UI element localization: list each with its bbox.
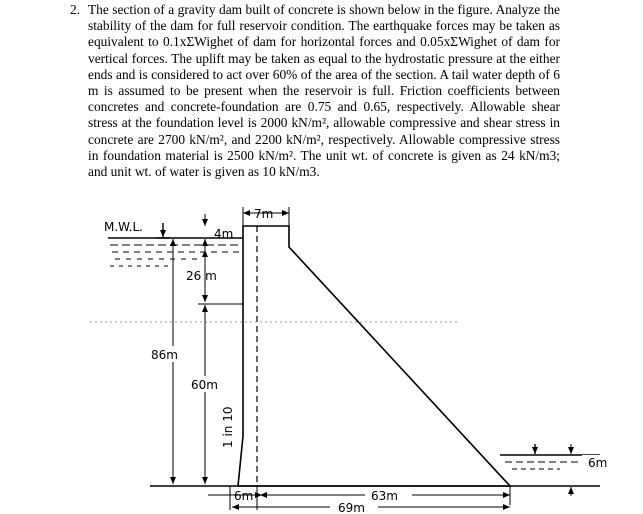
- depth-86-label: 86m: [151, 348, 178, 362]
- freeboard-label: 4m: [214, 227, 234, 241]
- dam-body-outline: [238, 226, 510, 486]
- depth-26-label: 26 m: [186, 269, 217, 283]
- slope-label: 1 in 10: [221, 406, 235, 448]
- problem-text: The section of a gravity dam built of concrete is shown below in the figure. Analyze the stability of the dam for full reservoir condition. The earthquake forces may be taken as equivalent to 0.1xΣWighet of dam for horizontal forces and 0.05xΣWighet of dam for vertical forces. The uplift may be taken as equal to the hydrostatic pressure at the either ends and is considered to act over 60% of the area of the section. A tail water depth of 6 m is assumed to be present when the reservoir is full. Friction coefficients between concretes and concrete-foundation are 0.75 and 0.65, respectively. Allowable shear stress at the foundation level is 2000 kN/m², allowable compressive and shear stress in concrete are 2700 kN/m², and 2200 kN/m², respectively. Allowable compressive stress in foundation material is 2500 kN/m². The unit wt. of concrete is given as 24 kN/m3; and unit wt. of water is given as 10 kN/m3.: [88, 2, 560, 180]
- base-69-label: 69m: [338, 501, 365, 514]
- mwl-label: M.W.L.: [104, 220, 143, 234]
- tail-water-label: 6m: [588, 456, 608, 470]
- depth-60-label: 60m: [191, 378, 218, 392]
- top-width-label: 7m: [254, 207, 274, 221]
- problem-number: 2.: [70, 2, 81, 17]
- toe-width-label: 6m: [234, 489, 254, 503]
- base-63-label: 63m: [371, 489, 398, 503]
